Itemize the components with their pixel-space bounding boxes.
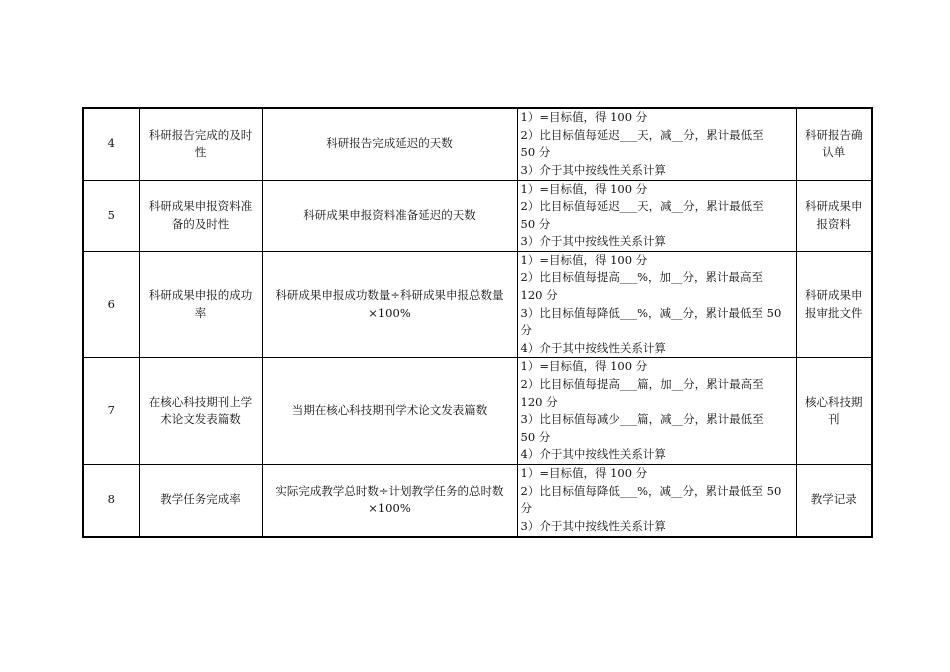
row-number: 8 [83, 465, 139, 537]
row-number: 5 [83, 180, 139, 251]
scoring-rule-line: 120 分 [520, 288, 558, 303]
indicator-name: 教学任务完成率 [139, 465, 262, 537]
scoring-rule-line: 120 分 [520, 394, 558, 409]
scoring-rule-line: 3）介于其中按线性关系计算 [520, 162, 666, 177]
scoring-rules [517, 465, 796, 537]
indicator-name: 在核心科技期刊上学术论文发表篇数 [139, 358, 262, 465]
table-row [83, 108, 872, 180]
row-number: 6 [83, 251, 139, 358]
scoring-rules [517, 251, 796, 358]
scoring-rule-line: 3）介于其中按线性关系计算 [520, 518, 666, 533]
table-row [83, 358, 872, 465]
scoring-rule-line: 4）介于其中按线性关系计算 [520, 340, 666, 355]
indicator-formula: 科研报告完成延迟的天数 [262, 108, 517, 180]
scoring-rule-line: 3）比目标值每减少___篇，减__分，累计最低至 [520, 412, 764, 427]
scoring-rule-line: 分 [520, 323, 532, 338]
indicator-name: 科研成果申报资料准备的及时性 [139, 180, 262, 251]
scoring-rule-line: 2）比目标值每降低___%，减__分，累计最低至 50 [520, 483, 782, 498]
indicator-formula: 当期在核心科技期刊学术论文发表篇数 [262, 358, 517, 465]
scoring-rule-line: 2）比目标值每提高___%，加__分，累计最高至 [520, 270, 763, 285]
table-row [83, 465, 872, 537]
row-number: 7 [83, 358, 139, 465]
scoring-rule-line: 50 分 [520, 429, 551, 444]
data-source: 科研报告确认单 [796, 108, 872, 180]
scoring-rule-line: 1）=目标值，得 100 分 [520, 359, 648, 374]
data-source: 教学记录 [796, 465, 872, 537]
scoring-rule-line: 2）比目标值每提高___篇，加__分，累计最高至 [520, 377, 764, 392]
table-row [83, 251, 872, 358]
indicator-formula: 科研成果申报成功数量÷科研成果申报总数量×100% [262, 251, 517, 358]
scoring-rule-line: 3）介于其中按线性关系计算 [520, 234, 666, 249]
data-source: 核心科技期刊 [796, 358, 872, 465]
indicator-formula: 科研成果申报资料准备延迟的天数 [262, 180, 517, 251]
data-source: 科研成果申报审批文件 [796, 251, 872, 358]
data-source: 科研成果申报资料 [796, 180, 872, 251]
indicator-formula: 实际完成教学总时数÷计划教学任务的总时数×100% [262, 465, 517, 537]
scoring-rule-line: 4）介于其中按线性关系计算 [520, 447, 666, 462]
scoring-rule-line: 1）=目标值，得 100 分 [520, 252, 648, 267]
scoring-rule-line: 2）比目标值每延迟___天，减__分，累计最低至 [520, 127, 764, 142]
scoring-rules [517, 108, 796, 180]
scoring-rule-line: 1）=目标值，得 100 分 [520, 110, 648, 125]
scoring-rule-line: 1）=目标值，得 100 分 [520, 466, 648, 481]
scoring-rules [517, 358, 796, 465]
indicator-name: 科研报告完成的及时性 [139, 108, 262, 180]
scoring-rule-line: 1）=目标值，得 100 分 [520, 181, 648, 196]
scoring-rule-line: 分 [520, 501, 532, 516]
kpi-table [82, 107, 873, 538]
scoring-rule-line: 2）比目标值每延迟___天，减__分，累计最低至 [520, 199, 764, 214]
row-number: 4 [83, 108, 139, 180]
scoring-rules [517, 180, 796, 251]
indicator-name: 科研成果申报的成功率 [139, 251, 262, 358]
scoring-rule-line: 50 分 [520, 145, 551, 160]
table-row [83, 180, 872, 251]
scoring-rule-line: 3）比目标值每降低___%，减__分，累计最低至 50 [520, 305, 782, 320]
scoring-rule-line: 50 分 [520, 216, 551, 231]
